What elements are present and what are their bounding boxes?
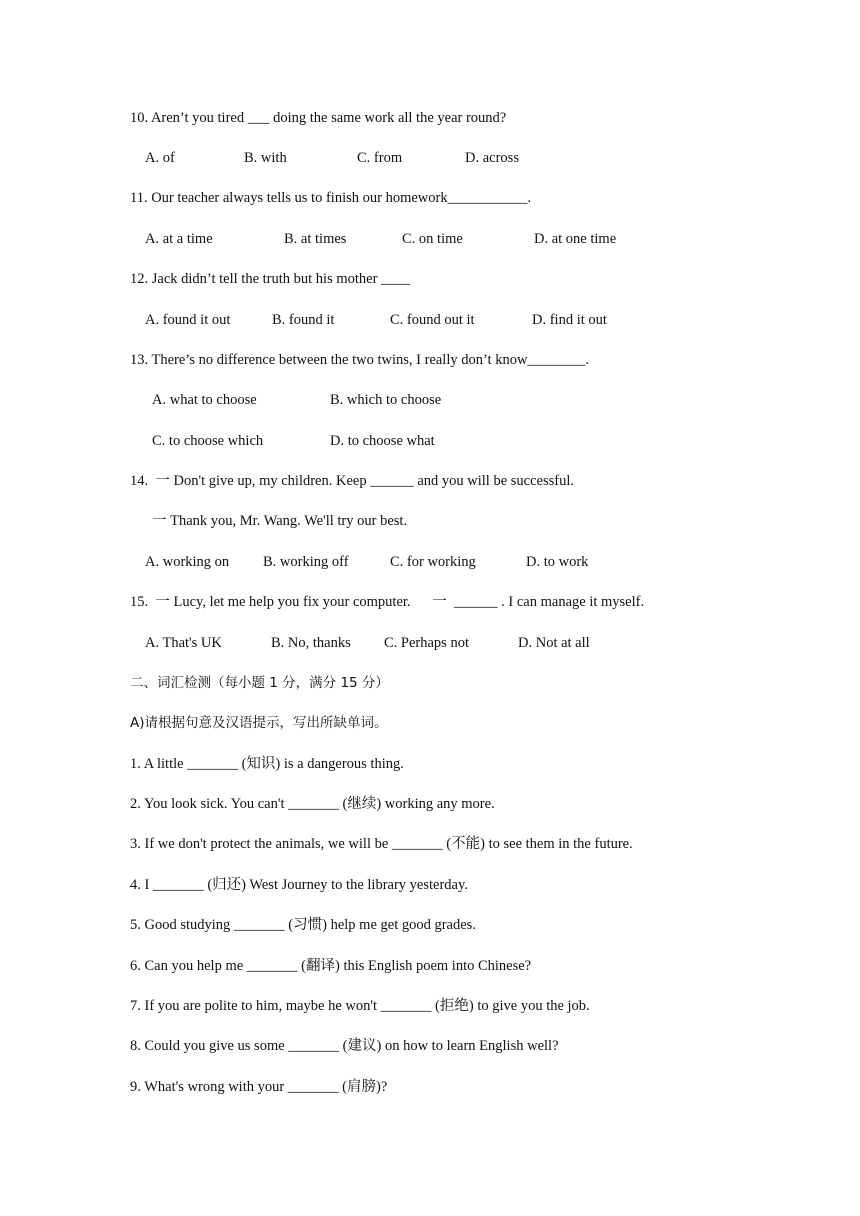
question-12-option-d: D. find it out xyxy=(532,312,607,328)
vocab-item-7: 7. If you are polite to him, maybe he won't _______ (拒绝) to give you the job. xyxy=(130,998,590,1014)
question-12-option-c: C. found out it xyxy=(390,312,475,328)
question-12-option-a: A. found it out xyxy=(145,312,231,328)
question-14-option-d: D. to work xyxy=(526,554,589,570)
vocab-item-5: 5. Good studying _______ (习惯) help me get good grades. xyxy=(130,917,476,933)
question-15-option-c: C. Perhaps not xyxy=(384,635,469,651)
question-10-stem: 10. Aren’t you tired ___ doing the same work all the year round? xyxy=(130,110,507,126)
question-13-option-b: B. which to choose xyxy=(330,392,442,408)
question-10-option-c: C. from xyxy=(357,150,403,166)
question-11-stem: 11. Our teacher always tells us to finish our homework___________. xyxy=(130,190,531,206)
question-12-stem: 12. Jack didn’t tell the truth but his mother ____ xyxy=(130,271,411,287)
question-12-option-b: B. found it xyxy=(272,312,335,328)
vocab-item-1: 1. A little _______ (知识) is a dangerous thing. xyxy=(130,756,404,772)
question-10-option-b: B. with xyxy=(244,150,287,166)
question-14-reply: 一 Thank you, Mr. Wang. We'll try our best. xyxy=(152,513,408,529)
question-11-option-d: D. at one time xyxy=(534,231,617,247)
vocab-item-6: 6. Can you help me _______ (翻译) this English poem into Chinese? xyxy=(130,958,532,974)
question-10-option-d: D. across xyxy=(465,150,519,166)
question-14-option-c: C. for working xyxy=(390,554,476,570)
question-15-option-d: D. Not at all xyxy=(518,635,590,651)
vocab-item-3: 3. If we don't protect the animals, we will be _______ (不能) to see them in the future. xyxy=(130,836,633,852)
question-11-option-b: B. at times xyxy=(284,231,347,247)
vocab-item-4: 4. I _______ (归还) West Journey to the library yesterday. xyxy=(130,877,468,893)
section-instruction: A)请根据句意及汉语提示，写出所缺单词。 xyxy=(130,715,388,731)
vocab-item-8: 8. Could you give us some _______ (建议) on how to learn English well? xyxy=(130,1038,559,1054)
question-15-option-b: B. No, thanks xyxy=(271,635,351,651)
vocab-item-2: 2. You look sick. You can't _______ (继续) working any more. xyxy=(130,796,495,812)
question-15-stem: 15. 一 Lucy, let me help you fix your computer. 一 ______ . I can manage it myself. xyxy=(130,594,645,610)
question-11-option-a: A. at a time xyxy=(145,231,213,247)
question-14-option-b: B. working off xyxy=(263,554,349,570)
question-11-option-c: C. on time xyxy=(402,231,463,247)
vocab-item-9: 9. What's wrong with your _______ (肩膀)? xyxy=(130,1079,388,1095)
question-13-option-a: A. what to choose xyxy=(152,392,257,408)
question-10-option-a: A. of xyxy=(145,150,175,166)
question-14-stem: 14. 一 Don't give up, my children. Keep ______ and you will be successful. xyxy=(130,473,574,489)
question-13-option-c: C. to choose which xyxy=(152,433,264,449)
question-15-option-a: A. That's UK xyxy=(145,635,222,651)
question-14-option-a: A. working on xyxy=(145,554,230,570)
question-13-stem: 13. There’s no difference between the two twins, I really don’t know________. xyxy=(130,352,590,368)
question-13-option-d: D. to choose what xyxy=(330,433,435,449)
section-heading: 二、词汇检测（每小题 1 分，满分 15 分） xyxy=(130,675,389,691)
